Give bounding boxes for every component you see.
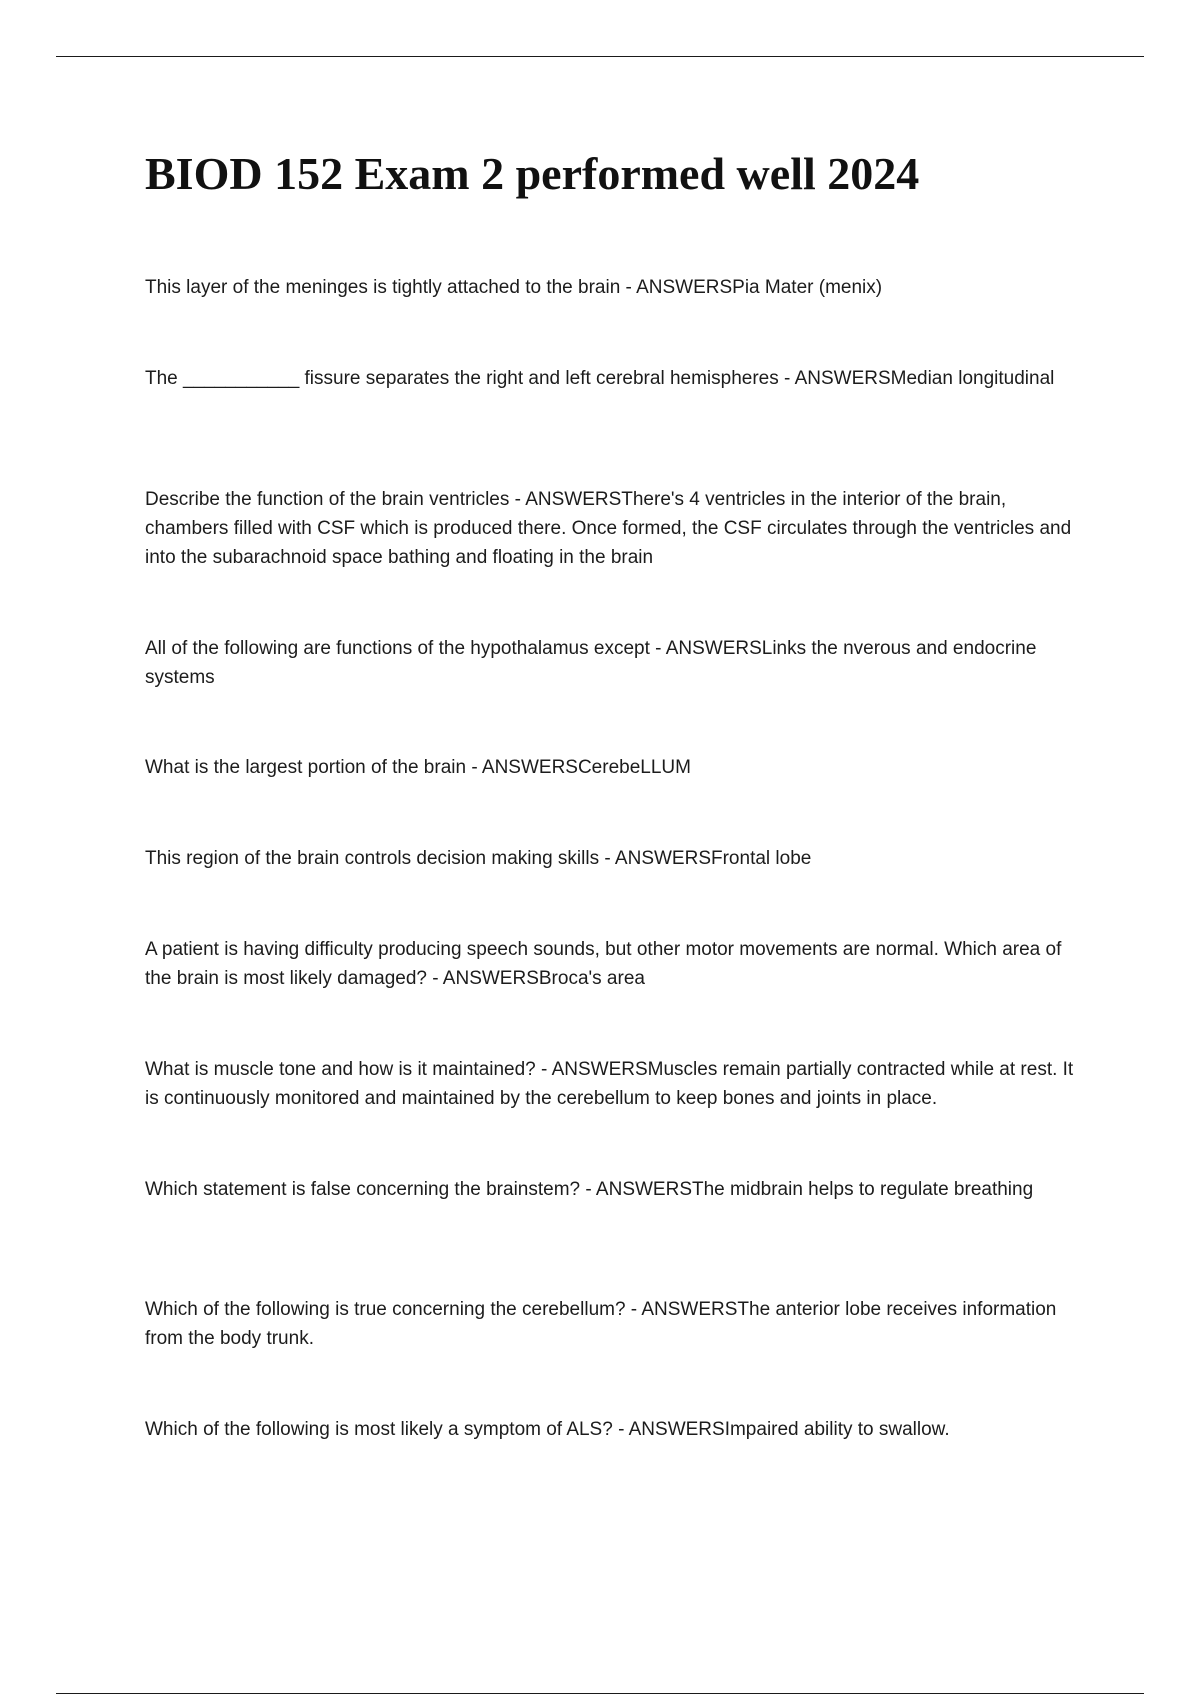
qa-item: The ___________ fissure separates the right and left cerebral hemispheres - ANSWERSMedian longitudinal	[145, 368, 1055, 389]
qa-item: Describe the function of the brain ventricles - ANSWERSThere's 4 ventricles in the interior of the brain, chambers filled with CSF which is produced there. Once formed, the CSF circulates through the ventricles and into the subarachnoid space bathing and floating in the brain	[145, 489, 1072, 568]
qa-item: What is muscle tone and how is it maintained? - ANSWERSMuscles remain partially contracted while at rest. It is continuously monitored and maintained by the cerebellum to keep bones and joints in place.	[145, 1059, 1074, 1109]
qa-item: What is the largest portion of the brain - ANSWERSCerebeLLUM	[145, 757, 691, 778]
qa-item: Which of the following is true concerning the cerebellum? - ANSWERSThe anterior lobe receives information from the body trunk.	[145, 1299, 1057, 1349]
top-rule	[56, 56, 1144, 57]
qa-item: All of the following are functions of the hypothalamus except - ANSWERSLinks the nverous and endocrine systems	[145, 638, 1037, 688]
qa-item: This region of the brain controls decision making skills - ANSWERSFrontal lobe	[145, 848, 812, 869]
qa-item: A patient is having difficulty producing speech sounds, but other motor movements are normal. Which area of the brain is most likely damaged? - ANSWERSBroca's area	[145, 939, 1062, 989]
document-title: BIOD 152 Exam 2 performed well 2024	[145, 148, 920, 199]
qa-item: Which of the following is most likely a symptom of ALS? - ANSWERSImpaired ability to swallow.	[145, 1419, 950, 1440]
bottom-rule	[56, 1693, 1144, 1694]
qa-item: This layer of the meninges is tightly attached to the brain - ANSWERSPia Mater (menix)	[145, 277, 883, 298]
qa-item: Which statement is false concerning the brainstem? - ANSWERSThe midbrain helps to regulate breathing	[145, 1179, 1034, 1200]
